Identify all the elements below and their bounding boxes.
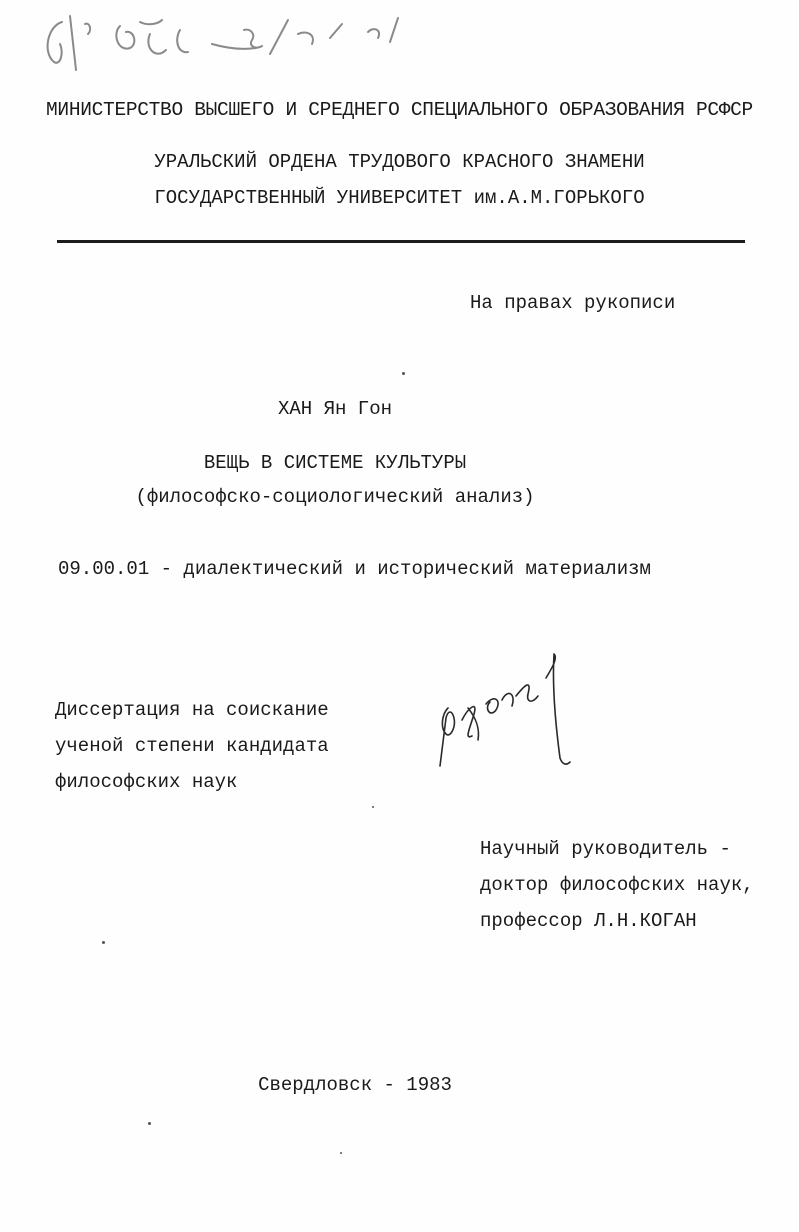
- dissertation-subtitle: (философско-социологический анализ): [135, 486, 535, 508]
- author-signature: [428, 648, 588, 778]
- supervisor-role: Научный руководитель -: [480, 838, 731, 860]
- paper-speck: [148, 1122, 151, 1125]
- ministry-heading: МИНИСТЕРСТВО ВЫСШЕГО И СРЕДНЕГО СПЕЦИАЛЬНОГО ОБРАЗОВАНИЯ РСФСР: [46, 99, 753, 121]
- supervisor-degree: доктор философских наук,: [480, 874, 754, 896]
- manuscript-rights-note: На правах рукописи: [470, 292, 676, 314]
- degree-line-3: философских наук: [55, 771, 238, 793]
- pencil-notes: [30, 4, 450, 84]
- university-name-line-1: УРАЛЬСКИЙ ОРДЕНА ТРУДОВОГО КРАСНОГО ЗНАМЕНИ: [154, 151, 645, 173]
- university-name-line-2: ГОСУДАРСТВЕННЫЙ УНИВЕРСИТЕТ им.А.М.ГОРЬКОГО: [154, 187, 645, 209]
- specialty-code: 09.00.01 - диалектический и исторический материализм: [58, 558, 651, 580]
- header-divider: [57, 240, 745, 243]
- author-name: ХАН Ян Гон: [277, 398, 393, 420]
- degree-line-1: Диссертация на соискание: [55, 699, 329, 721]
- degree-line-2: ученой степени кандидата: [55, 735, 329, 757]
- paper-speck: [372, 806, 374, 808]
- city-and-year: Свердловск - 1983: [258, 1074, 452, 1096]
- paper-speck: [402, 372, 405, 375]
- dissertation-title: ВЕЩЬ В СИСТЕМЕ КУЛЬТУРЫ: [203, 452, 467, 474]
- paper-speck: [102, 941, 105, 944]
- paper-speck: [340, 1152, 342, 1154]
- supervisor-name: профессор Л.Н.КОГАН: [480, 910, 697, 932]
